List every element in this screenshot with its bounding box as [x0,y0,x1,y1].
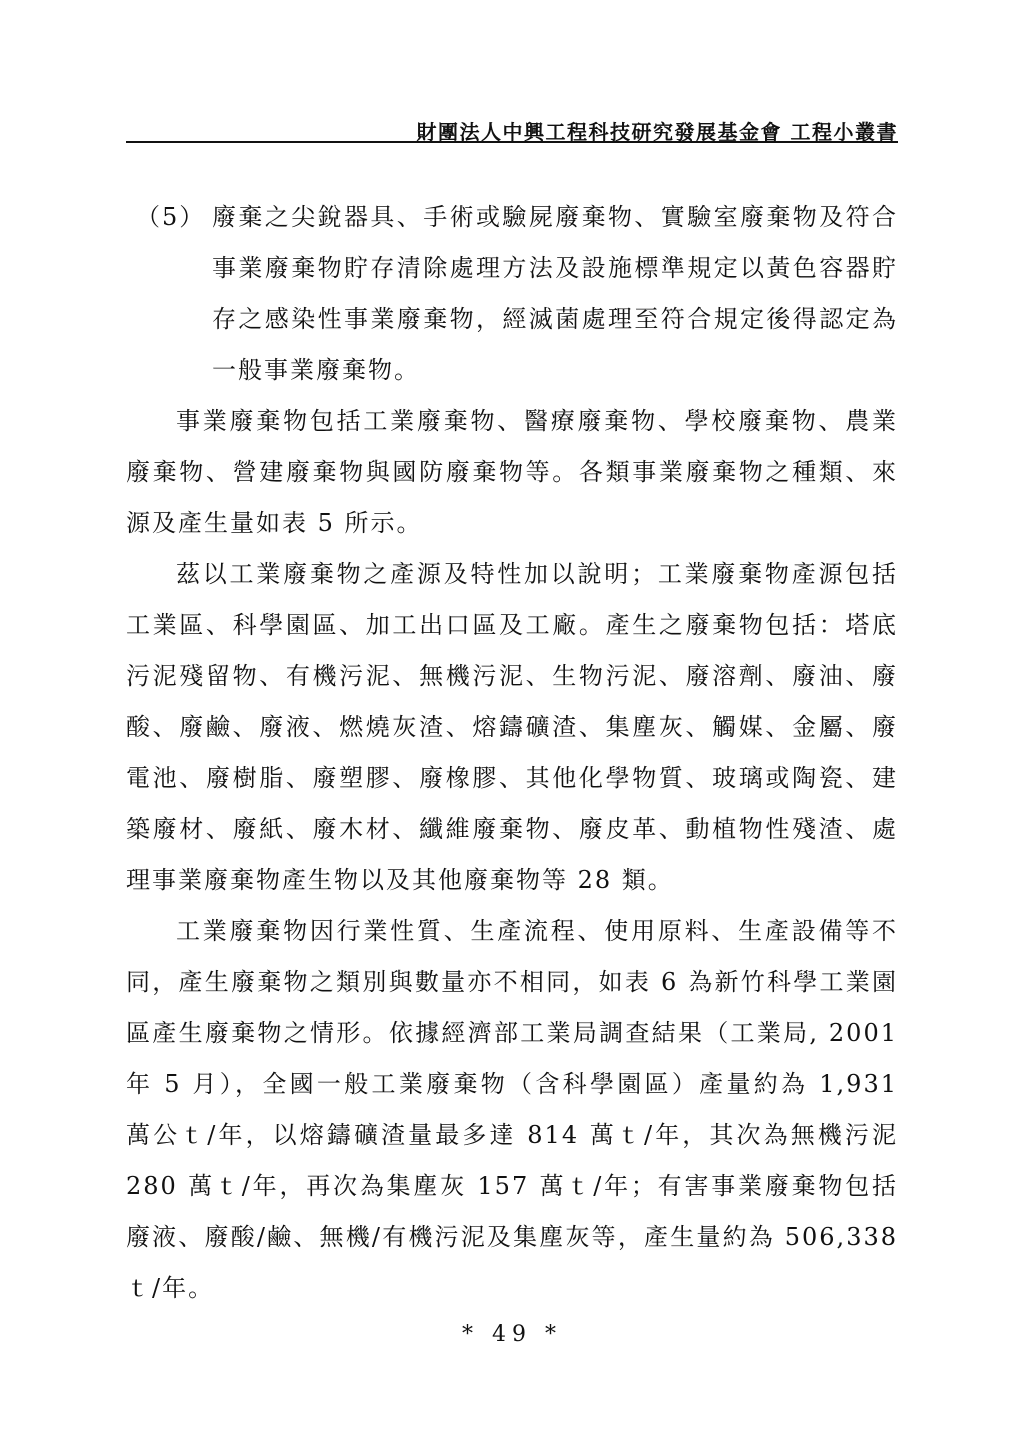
list-item-label: （5） [136,203,206,231]
page-number: * 49 * [462,1322,562,1347]
paragraph-2: 茲以工業廢棄物之產源及特性加以說明；工業廢棄物產源包括工業區、科學園區、加工出口區及工廠。產生之廢棄物包括：塔底污泥殘留物、有機污泥、無機污泥、生物污泥、廢溶劑、廢油、廢酸、廢鹼、廢液、燃燒灰渣、熔鑄礦渣、集塵灰、觸媒、金屬、廢電池、廢樹脂、廢塑膠、廢橡膠、其他化學物質、玻璃或陶瓷、建築廢材、廢紙、廢木材、纖維廢棄物、廢皮革、動植物性殘渣、處理事業廢棄物產生物以及其他廢棄物等 28 類。 [126,560,898,894]
header-title: 財團法人中興工程科技研究發展基金會 工程小叢書 [416,120,898,144]
paragraph-1: 事業廢棄物包括工業廢棄物、醫療廢棄物、學校廢棄物、農業廢棄物、營建廢棄物與國防廢棄物等。各類事業廢棄物之種類、來源及產生量如表 5 所示。 [126,407,898,537]
body-text [126,192,898,1314]
header-divider [126,141,898,143]
paragraph-3: 工業廢棄物因行業性質、生產流程、使用原料、生產設備等不同，產生廢棄物之類別與數量亦不相同，如表 6 為新竹科學工業園區產生廢棄物之情形。依據經濟部工業局調查結果（工業局, 2001 年 5 月），全國一般工業廢棄物（含科學園區）產量約為 1,931 萬公ｔ/年，以熔鑄礦渣量最多達 814 萬ｔ/年，其次為無機污泥 280 萬ｔ/年，再次為集塵灰 157 萬ｔ/年；有害事業廢棄物包括廢液、廢酸/鹼、無機/有機污泥及集塵灰等，產生量約為 506,338ｔ/年。 [126,917,898,1302]
list-item [126,192,898,396]
list-item-text: 廢棄之尖銳器具、手術或驗屍廢棄物、實驗室廢棄物及符合事業廢棄物貯存清除處理方法及設施標準規定以黃色容器貯存之感染性事業廢棄物，經滅菌處理至符合規定後得認定為一般事業廢棄物。 [212,203,898,384]
